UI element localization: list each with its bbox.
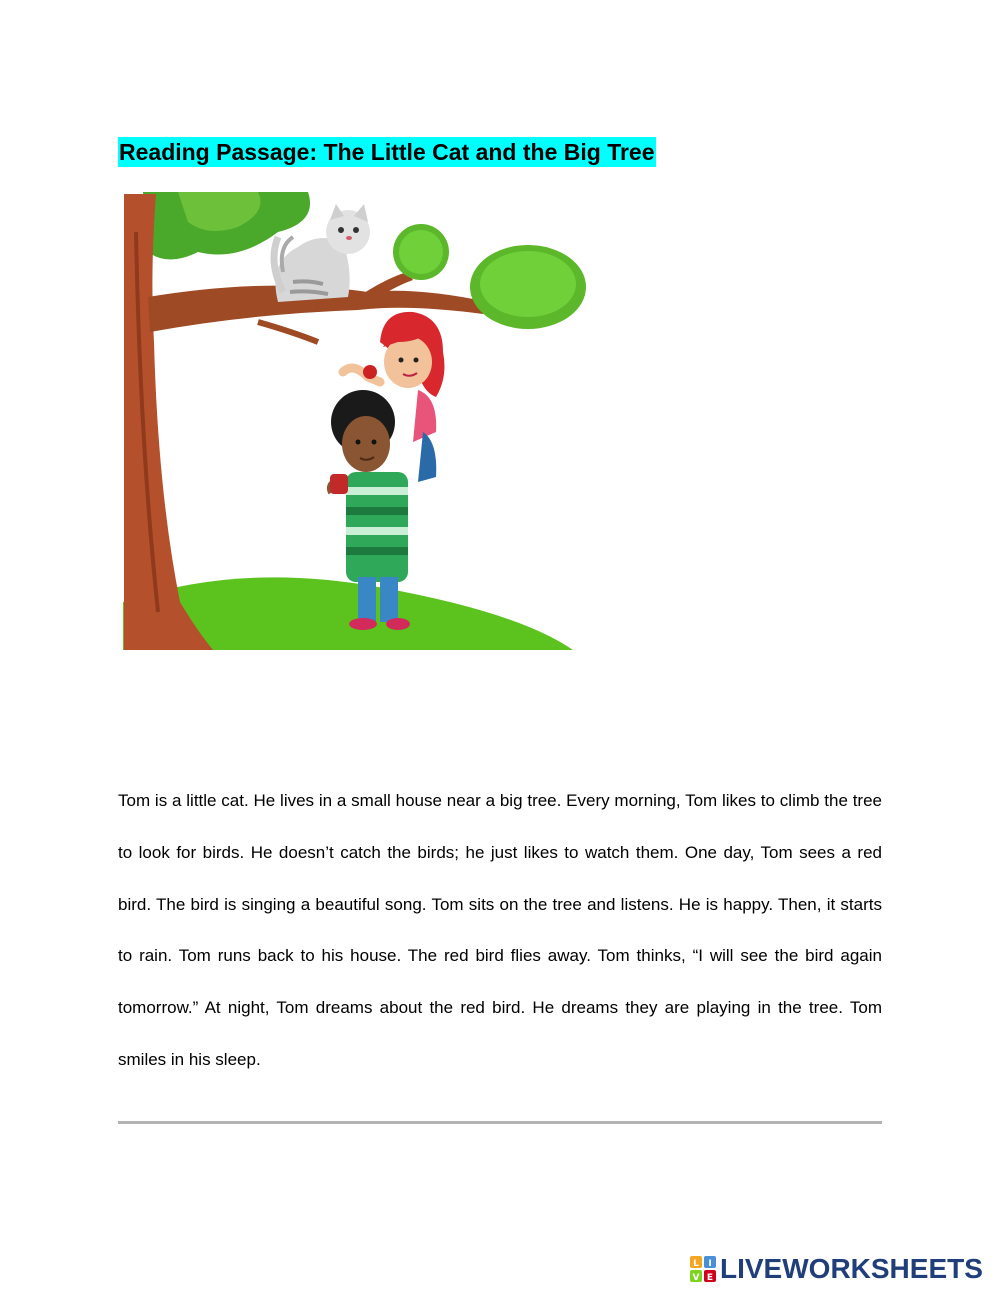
cat-in-tree-illustration <box>118 192 588 650</box>
horizontal-divider <box>118 1121 882 1124</box>
svg-text:V: V <box>692 1273 700 1282</box>
svg-text:I: I <box>708 1259 712 1269</box>
reading-passage: Tom is a little cat. He lives in a small house near a big tree. Every morning, Tom likes to climb the tree to look for birds. He doesn’t catch the birds; he just likes to watch them. One day, Tom sees a red bird. The bird is singing a beautiful song. Tom sits on the tree and listens. He is happy. Then, it starts to rain. Tom runs back to his house. The red bird flies away. Tom thinks, “I will see the bird again tomorrow.” At night, Tom dreams about the red bird. He dreams they are playing in the tree. Tom smiles in his sleep. <box>118 791 882 1069</box>
brand-name: LIVEWORKSHEETS <box>720 1253 983 1284</box>
liveworksheets-logo <box>690 1252 983 1286</box>
svg-text:E: E <box>706 1273 714 1282</box>
svg-text:L: L <box>693 1259 699 1269</box>
page-title: Reading Passage: The Little Cat and the Big Tree <box>119 139 655 165</box>
liveworksheets-logo-icon <box>690 1256 716 1282</box>
